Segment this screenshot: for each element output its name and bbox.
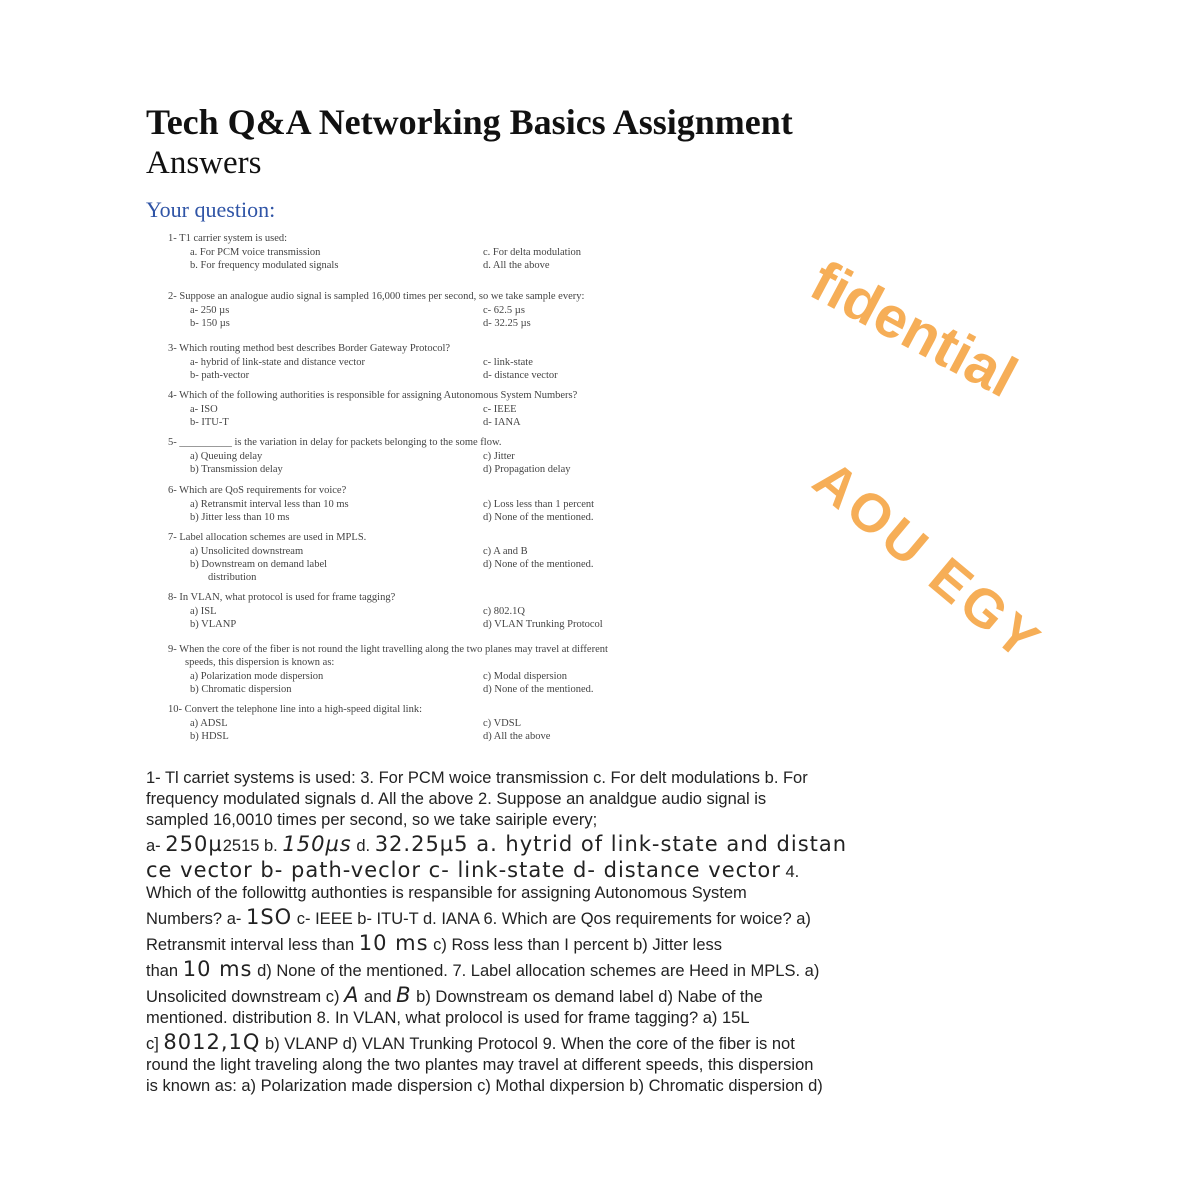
ocr-text-segment: 1- Tl carriet systems is used: 3. For PCM woice transmission c. For delt modulations b. For bbox=[146, 769, 808, 787]
ocr-answer-text bbox=[146, 768, 1066, 1097]
question-block bbox=[168, 342, 768, 382]
question-option: d. All the above bbox=[483, 260, 550, 271]
question-block bbox=[168, 484, 768, 524]
ocr-text-segment: round the light traveling along the two plantes may travel at different speeds, this dispersion bbox=[146, 1056, 814, 1074]
question-option: d) Propagation delay bbox=[483, 464, 571, 475]
ocr-text-segment: Numbers? a- bbox=[146, 910, 246, 928]
question-option: b) Chromatic dispersion bbox=[190, 684, 292, 695]
question-option: b. For frequency modulated signals bbox=[190, 260, 339, 271]
question-option: d- 32.25 µs bbox=[483, 318, 531, 329]
ocr-line bbox=[146, 768, 1066, 789]
ocr-line bbox=[146, 1076, 1066, 1097]
question-option: a- 250 µs bbox=[190, 305, 230, 316]
ocr-text-segment: than bbox=[146, 962, 183, 980]
question-stem: 6- Which are QoS requirements for voice? bbox=[168, 485, 347, 496]
question-option: d) All the above bbox=[483, 731, 551, 742]
question-stem: 4- Which of the following authorities is responsible for assigning Autonomous System Numbers? bbox=[168, 390, 578, 401]
ocr-text-segment: 10 ms bbox=[358, 931, 429, 955]
ocr-text-segment: a- bbox=[146, 837, 166, 855]
ocr-text-segment: b) Downstream os demand label d) Nabe of the bbox=[411, 988, 763, 1006]
ocr-line bbox=[146, 789, 1066, 810]
question-option: c) Modal dispersion bbox=[483, 671, 567, 682]
question-option: a) ISL bbox=[190, 606, 217, 617]
scanned-question-image bbox=[160, 225, 780, 747]
ocr-text-segment: Unsolicited downstream c) bbox=[146, 988, 345, 1006]
ocr-line bbox=[146, 904, 1066, 930]
question-option: c- 62.5 µs bbox=[483, 305, 525, 316]
question-stem: 10- Convert the telephone line into a high-speed digital link: bbox=[168, 704, 422, 715]
ocr-text-segment: c] bbox=[146, 1035, 164, 1053]
question-option: a. For PCM voice transmission bbox=[190, 247, 321, 258]
ocr-line bbox=[146, 810, 1066, 831]
ocr-line bbox=[146, 1008, 1066, 1029]
question-option: c) Jitter bbox=[483, 451, 515, 462]
question-stem: 8- In VLAN, what protocol is used for frame tagging? bbox=[168, 592, 396, 603]
question-option: c) A and B bbox=[483, 546, 528, 557]
ocr-text-segment: d. bbox=[351, 837, 375, 855]
question-option: b- path-vector bbox=[190, 370, 250, 381]
question-block bbox=[168, 591, 768, 631]
question-option: a) Unsolicited downstream bbox=[190, 546, 304, 557]
page-subtitle: Answers bbox=[146, 145, 262, 181]
question-option: b) Transmission delay bbox=[190, 464, 283, 475]
question-option: b- 150 µs bbox=[190, 318, 230, 329]
question-option: c) 802.1Q bbox=[483, 606, 525, 617]
ocr-text-segment: mentioned. distribution 8. In VLAN, what prolocol is used for frame tagging? a) 15L bbox=[146, 1009, 750, 1027]
question-stem: 1- T1 carrier system is used: bbox=[168, 233, 288, 244]
question-option: d- IANA bbox=[483, 417, 521, 428]
question-stem: 9- When the core of the fiber is not round the light travelling along the two planes may travel at different bbox=[168, 644, 608, 655]
question-option: b) Jitter less than 10 ms bbox=[190, 512, 290, 523]
ocr-text-segment: 10 ms bbox=[182, 957, 253, 981]
ocr-text-segment: 4. bbox=[780, 863, 800, 881]
question-block bbox=[168, 643, 768, 696]
question-option: b) VLANP bbox=[190, 619, 237, 630]
question-block bbox=[168, 232, 768, 272]
ocr-line bbox=[146, 883, 1066, 904]
question-option: a) Retransmit interval less than 10 ms bbox=[190, 499, 349, 510]
ocr-text-segment: is known as: a) Polarization made dispersion c) Mothal dixpersion b) Chromatic dispersion d) bbox=[146, 1077, 823, 1095]
question-block bbox=[168, 389, 768, 429]
question-option: b) Downstream on demand label bbox=[190, 559, 328, 570]
ocr-text-segment: sampled 16,0010 times per second, so we take sairiple every; bbox=[146, 811, 598, 829]
question-option: c- IEEE bbox=[483, 404, 517, 415]
watermark-aou-egy: AOU EGY bbox=[802, 449, 1053, 674]
question-block bbox=[168, 436, 768, 476]
question-option: c- link-state bbox=[483, 357, 533, 368]
question-option: d) None of the mentioned. bbox=[483, 559, 594, 570]
question-option: a) Polarization mode dispersion bbox=[190, 671, 324, 682]
page-title: Tech Q&A Networking Basics Assignment bbox=[146, 102, 793, 142]
ocr-text-segment: 32.25µ5 a. hytrid of link-state and distan bbox=[374, 832, 848, 856]
ocr-line bbox=[146, 1029, 1066, 1055]
question-option: c) Loss less than 1 percent bbox=[483, 499, 595, 510]
section-heading: Your question: bbox=[146, 197, 276, 222]
ocr-text-segment: 2515 b. bbox=[222, 837, 283, 855]
ocr-line bbox=[146, 831, 1066, 857]
question-stem-continued: speeds, this dispersion is known as: bbox=[185, 657, 335, 668]
ocr-text-segment: ce vector b- path-veclor c- link-state d- distance vector bbox=[146, 858, 781, 882]
ocr-text-segment: 150µs bbox=[282, 832, 352, 856]
ocr-text-segment: B bbox=[396, 983, 412, 1007]
question-option: c. For delta modulation bbox=[483, 247, 581, 258]
ocr-text-segment: 1SO bbox=[245, 905, 293, 929]
ocr-text-segment: 8012,1Q bbox=[163, 1030, 261, 1054]
ocr-text-segment: b) VLANP d) VLAN Trunking Protocol 9. When the core of the fiber is not bbox=[260, 1035, 795, 1053]
question-block bbox=[168, 531, 768, 584]
question-block bbox=[168, 703, 768, 743]
question-option: a- hybrid of link-state and distance vector bbox=[190, 357, 365, 368]
ocr-text-segment: c- IEEE b- ITU-T d. IANA 6. Which are Qos requirements for woice? a) bbox=[292, 910, 811, 928]
ocr-text-segment: 250µ bbox=[165, 832, 223, 856]
ocr-text-segment: Which of the followittg authonties is respansible for assigning Autonomous System bbox=[146, 884, 747, 902]
question-option: d) None of the mentioned. bbox=[483, 684, 594, 695]
ocr-line bbox=[146, 956, 1066, 982]
question-option: d) VLAN Trunking Protocol bbox=[483, 619, 603, 630]
ocr-text-segment: frequency modulated signals d. All the above 2. Suppose an analdgue audio signal is bbox=[146, 790, 767, 808]
ocr-line bbox=[146, 1055, 1066, 1076]
question-option: b) HDSL bbox=[190, 731, 229, 742]
ocr-text-segment: A bbox=[344, 983, 360, 1007]
ocr-text-segment: c) Ross less than I percent b) Jitter less bbox=[428, 936, 723, 954]
ocr-text-segment: Retransmit interval less than bbox=[146, 936, 359, 954]
ocr-line bbox=[146, 857, 1066, 883]
ocr-text-segment: and bbox=[359, 988, 397, 1006]
question-stem: 5- __________ is the variation in delay for packets belonging to the some flow. bbox=[168, 437, 502, 448]
question-block bbox=[168, 290, 768, 330]
ocr-text-segment: d) None of the mentioned. 7. Label allocation schemes are Heed in MPLS. a) bbox=[252, 962, 820, 980]
question-option: d) None of the mentioned. bbox=[483, 512, 594, 523]
question-stem: 3- Which routing method best describes Border Gateway Protocol? bbox=[168, 343, 451, 354]
question-option: a) Queuing delay bbox=[190, 451, 263, 462]
watermark-confidential: fidential bbox=[800, 248, 1028, 411]
question-option: d- distance vector bbox=[483, 370, 558, 381]
ocr-line bbox=[146, 930, 1066, 956]
question-stem: 7- Label allocation schemes are used in MPLS. bbox=[168, 532, 367, 543]
question-option-continued: distribution bbox=[208, 572, 257, 583]
question-option: c) VDSL bbox=[483, 718, 522, 729]
question-stem: 2- Suppose an analogue audio signal is sampled 16,000 times per second, so we take sample every: bbox=[168, 291, 585, 302]
question-option: a- ISO bbox=[190, 404, 218, 415]
question-option: b- ITU-T bbox=[190, 417, 229, 428]
question-option: a) ADSL bbox=[190, 718, 228, 729]
ocr-line bbox=[146, 982, 1066, 1008]
